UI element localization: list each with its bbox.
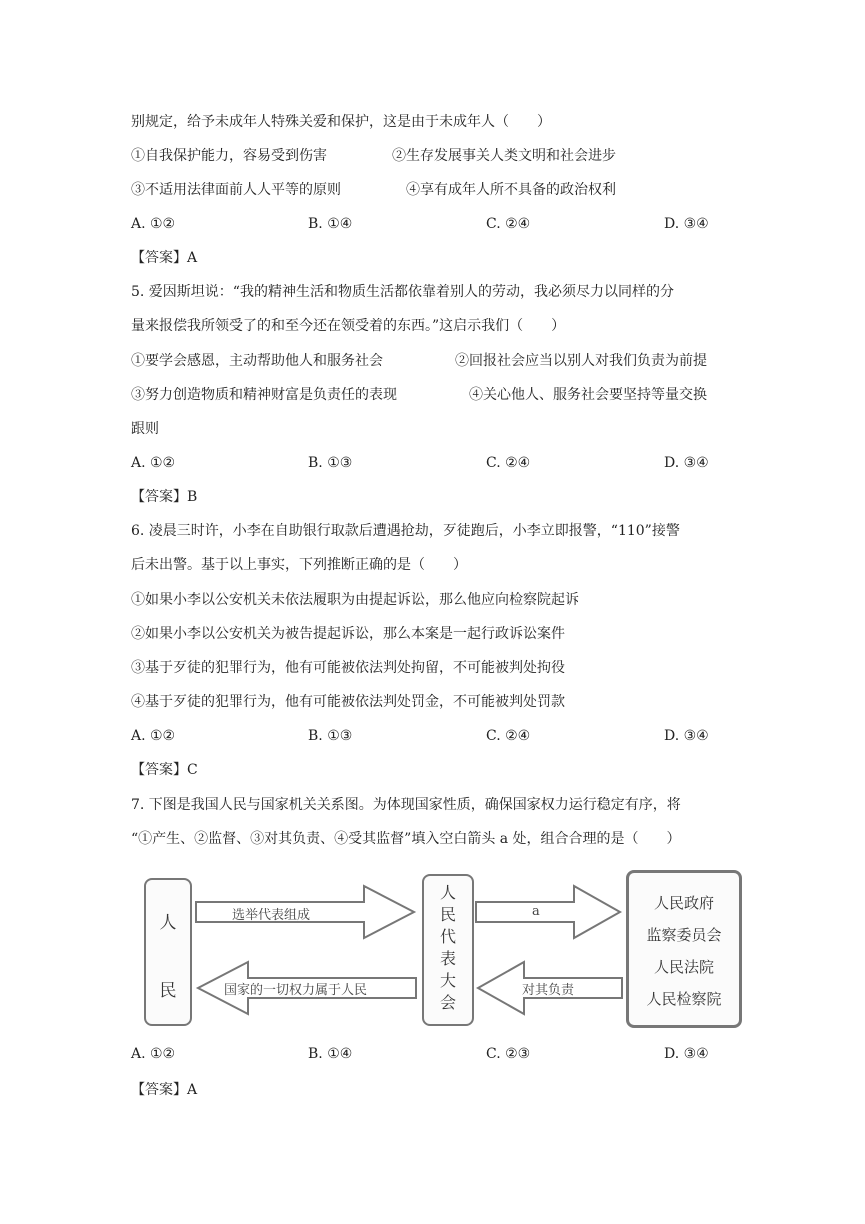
- q6-statement-1: ①如果小李以公安机关未依法履职为由提起诉讼，那么他应向检察院起诉: [131, 592, 579, 608]
- relationship-diagram: [140, 868, 740, 1028]
- q4-option-c: C. ②④: [486, 216, 531, 232]
- congress-char-3: 代: [439, 927, 456, 946]
- arrow-right-top-right: [474, 882, 624, 942]
- arrow-label-elect-deputies: 选举代表组成: [232, 908, 311, 923]
- q7-option-a: A. ①②: [131, 1046, 176, 1062]
- q5-statement-1: ①要学会感恩，主动帮助他人和服务社会: [131, 353, 383, 369]
- q7-option-c: C. ②③: [486, 1046, 531, 1062]
- q7-answer: 【答案】A: [131, 1082, 198, 1098]
- congress-label: [424, 882, 472, 1014]
- q7-stem-line-2: “①产生、②监督、③对其负责、④受其监督”填入空白箭头 a 处，组合合理的是（ ）: [131, 831, 681, 847]
- q5-statement-4-wrap: 跟则: [131, 421, 159, 437]
- q5-option-d: D. ③④: [664, 455, 709, 471]
- q4-answer: 【答案】A: [131, 250, 198, 266]
- q6-option-b: B. ①③: [308, 728, 353, 744]
- q6-stem-line-2: 后未出警。基于以上事实，下列推断正确的是（ ）: [131, 557, 467, 573]
- congress-char-1: 人: [439, 883, 456, 902]
- people-char-1: 人: [159, 913, 177, 933]
- q5-statement-3: ③努力创造物质和精神财富是负责任的表现: [131, 387, 397, 403]
- state-organs-box: [626, 870, 742, 1028]
- q6-statement-3: ③基于歹徒的犯罪行为，他有可能被依法判处拘留，不可能被判处拘役: [131, 660, 565, 676]
- q5-answer: 【答案】B: [131, 489, 198, 505]
- organ-government: 人民政府: [653, 894, 714, 912]
- q7-option-b: B. ①④: [308, 1046, 353, 1062]
- q4-statement-1: ①自我保护能力，容易受到伤害: [131, 148, 327, 164]
- organ-supervisory-commission: 监察委员会: [646, 926, 722, 944]
- congress-char-6: 会: [439, 993, 456, 1012]
- people-box: [144, 878, 192, 1026]
- q4-statement-4: ④享有成年人所不具备的政治权利: [406, 182, 616, 198]
- congress-char-5: 大: [439, 971, 456, 990]
- q5-statement-4: ④关心他人、服务社会要坚持等量交换: [469, 387, 707, 403]
- q6-answer: 【答案】C: [131, 762, 198, 778]
- q6-stem-line-1: 6. 凌晨三时许，小李在自助银行取款后遭遇抢劫，歹徒跑后，小李立即报警，“110”接警: [131, 523, 680, 539]
- arrow-label-a: a: [532, 904, 540, 919]
- q7-stem-line-1: 7. 下图是我国人民与国家机关关系图。为体现国家性质，确保国家权力运行稳定有序，将: [131, 797, 681, 813]
- q4-option-d: D. ③④: [664, 216, 709, 232]
- q5-option-a: A. ①②: [131, 455, 176, 471]
- q4-statement-2: ②生存发展事关人类文明和社会进步: [392, 148, 616, 164]
- q6-option-d: D. ③④: [664, 728, 709, 744]
- organ-court: 人民法院: [653, 958, 714, 976]
- q4-option-b: B. ①④: [308, 216, 353, 232]
- q6-option-a: A. ①②: [131, 728, 176, 744]
- people-char-2: 民: [159, 981, 177, 1001]
- q5-option-c: C. ②④: [486, 455, 531, 471]
- congress-char-2: 民: [439, 905, 456, 924]
- q5-statement-2: ②回报社会应当以别人对我们负责为前提: [455, 353, 707, 369]
- congress-box: [422, 874, 474, 1026]
- congress-char-4: 表: [439, 949, 456, 968]
- q4-statement-3: ③不适用法律面前人人平等的原则: [131, 182, 341, 198]
- q6-statement-4: ④基于歹徒的犯罪行为，他有可能被依法判处罚金，不可能被判处罚款: [131, 694, 565, 710]
- q5-stem-line-1: 5. 爱因斯坦说：“我的精神生活和物质生活都依靠着别人的劳动，我必须尽力以同样的分: [131, 284, 674, 300]
- q6-statement-2: ②如果小李以公安机关为被告提起诉讼，那么本案是一起行政诉讼案件: [131, 626, 565, 642]
- q6-option-c: C. ②④: [486, 728, 531, 744]
- q5-stem-line-2: 量来报偿我所领受了的和至今还在领受着的东西。”这启示我们（ ）: [131, 318, 566, 334]
- arrow-label-power-belongs-to-people: 国家的一切权力属于人民: [224, 983, 368, 998]
- organ-procuratorate: 人民检察院: [646, 990, 722, 1008]
- q5-option-b: B. ①③: [308, 455, 353, 471]
- arrow-label-responsible: 对其负责: [522, 983, 575, 998]
- state-organs-list: [629, 887, 739, 1015]
- q7-option-d: D. ③④: [664, 1046, 709, 1062]
- q4-stem-tail: 别规定，给予未成年人特殊关爱和保护，这是由于未成年人（ ）: [131, 114, 551, 130]
- q4-option-a: A. ①②: [131, 216, 176, 232]
